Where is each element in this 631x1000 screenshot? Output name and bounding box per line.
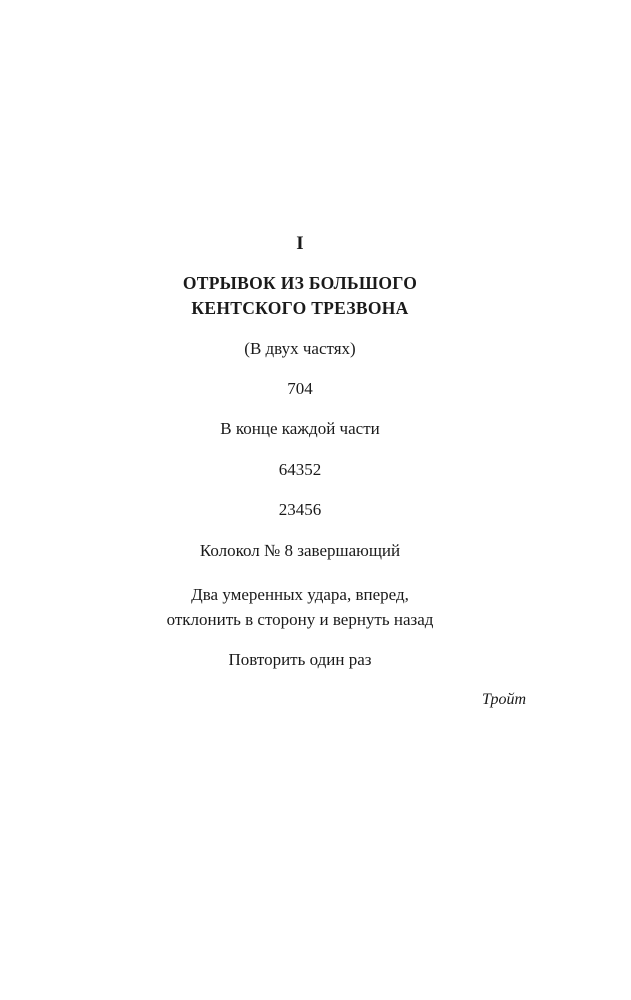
instruction-line-1: Два умеренных удара, вперед, — [191, 585, 409, 604]
end-of-each-part-label: В конце каждой части — [220, 419, 380, 438]
chapter-number: I — [296, 233, 304, 254]
chapter-title-line-2: КЕНТСКОГО ТРЕЗВОНА — [191, 298, 409, 318]
instruction-block — [0, 582, 600, 632]
chapter-subtitle: (В двух частях) — [244, 339, 356, 358]
sequence-first: 64352 — [278, 460, 322, 479]
chapter-title-line-1: ОТРЫВОК ИЗ БОЛЬШОГО — [182, 273, 418, 293]
instruction-line-2: отклонить в сторону и вернуть назад — [166, 610, 434, 629]
closing-bell-note: Колокол № 8 завершающий — [199, 541, 401, 560]
author-attribution: Тройт — [481, 691, 526, 708]
change-count: 704 — [287, 379, 313, 398]
sequence-second: 23456 — [278, 500, 322, 519]
repeat-note: Повторить один раз — [228, 650, 372, 669]
chapter-title — [0, 271, 600, 321]
